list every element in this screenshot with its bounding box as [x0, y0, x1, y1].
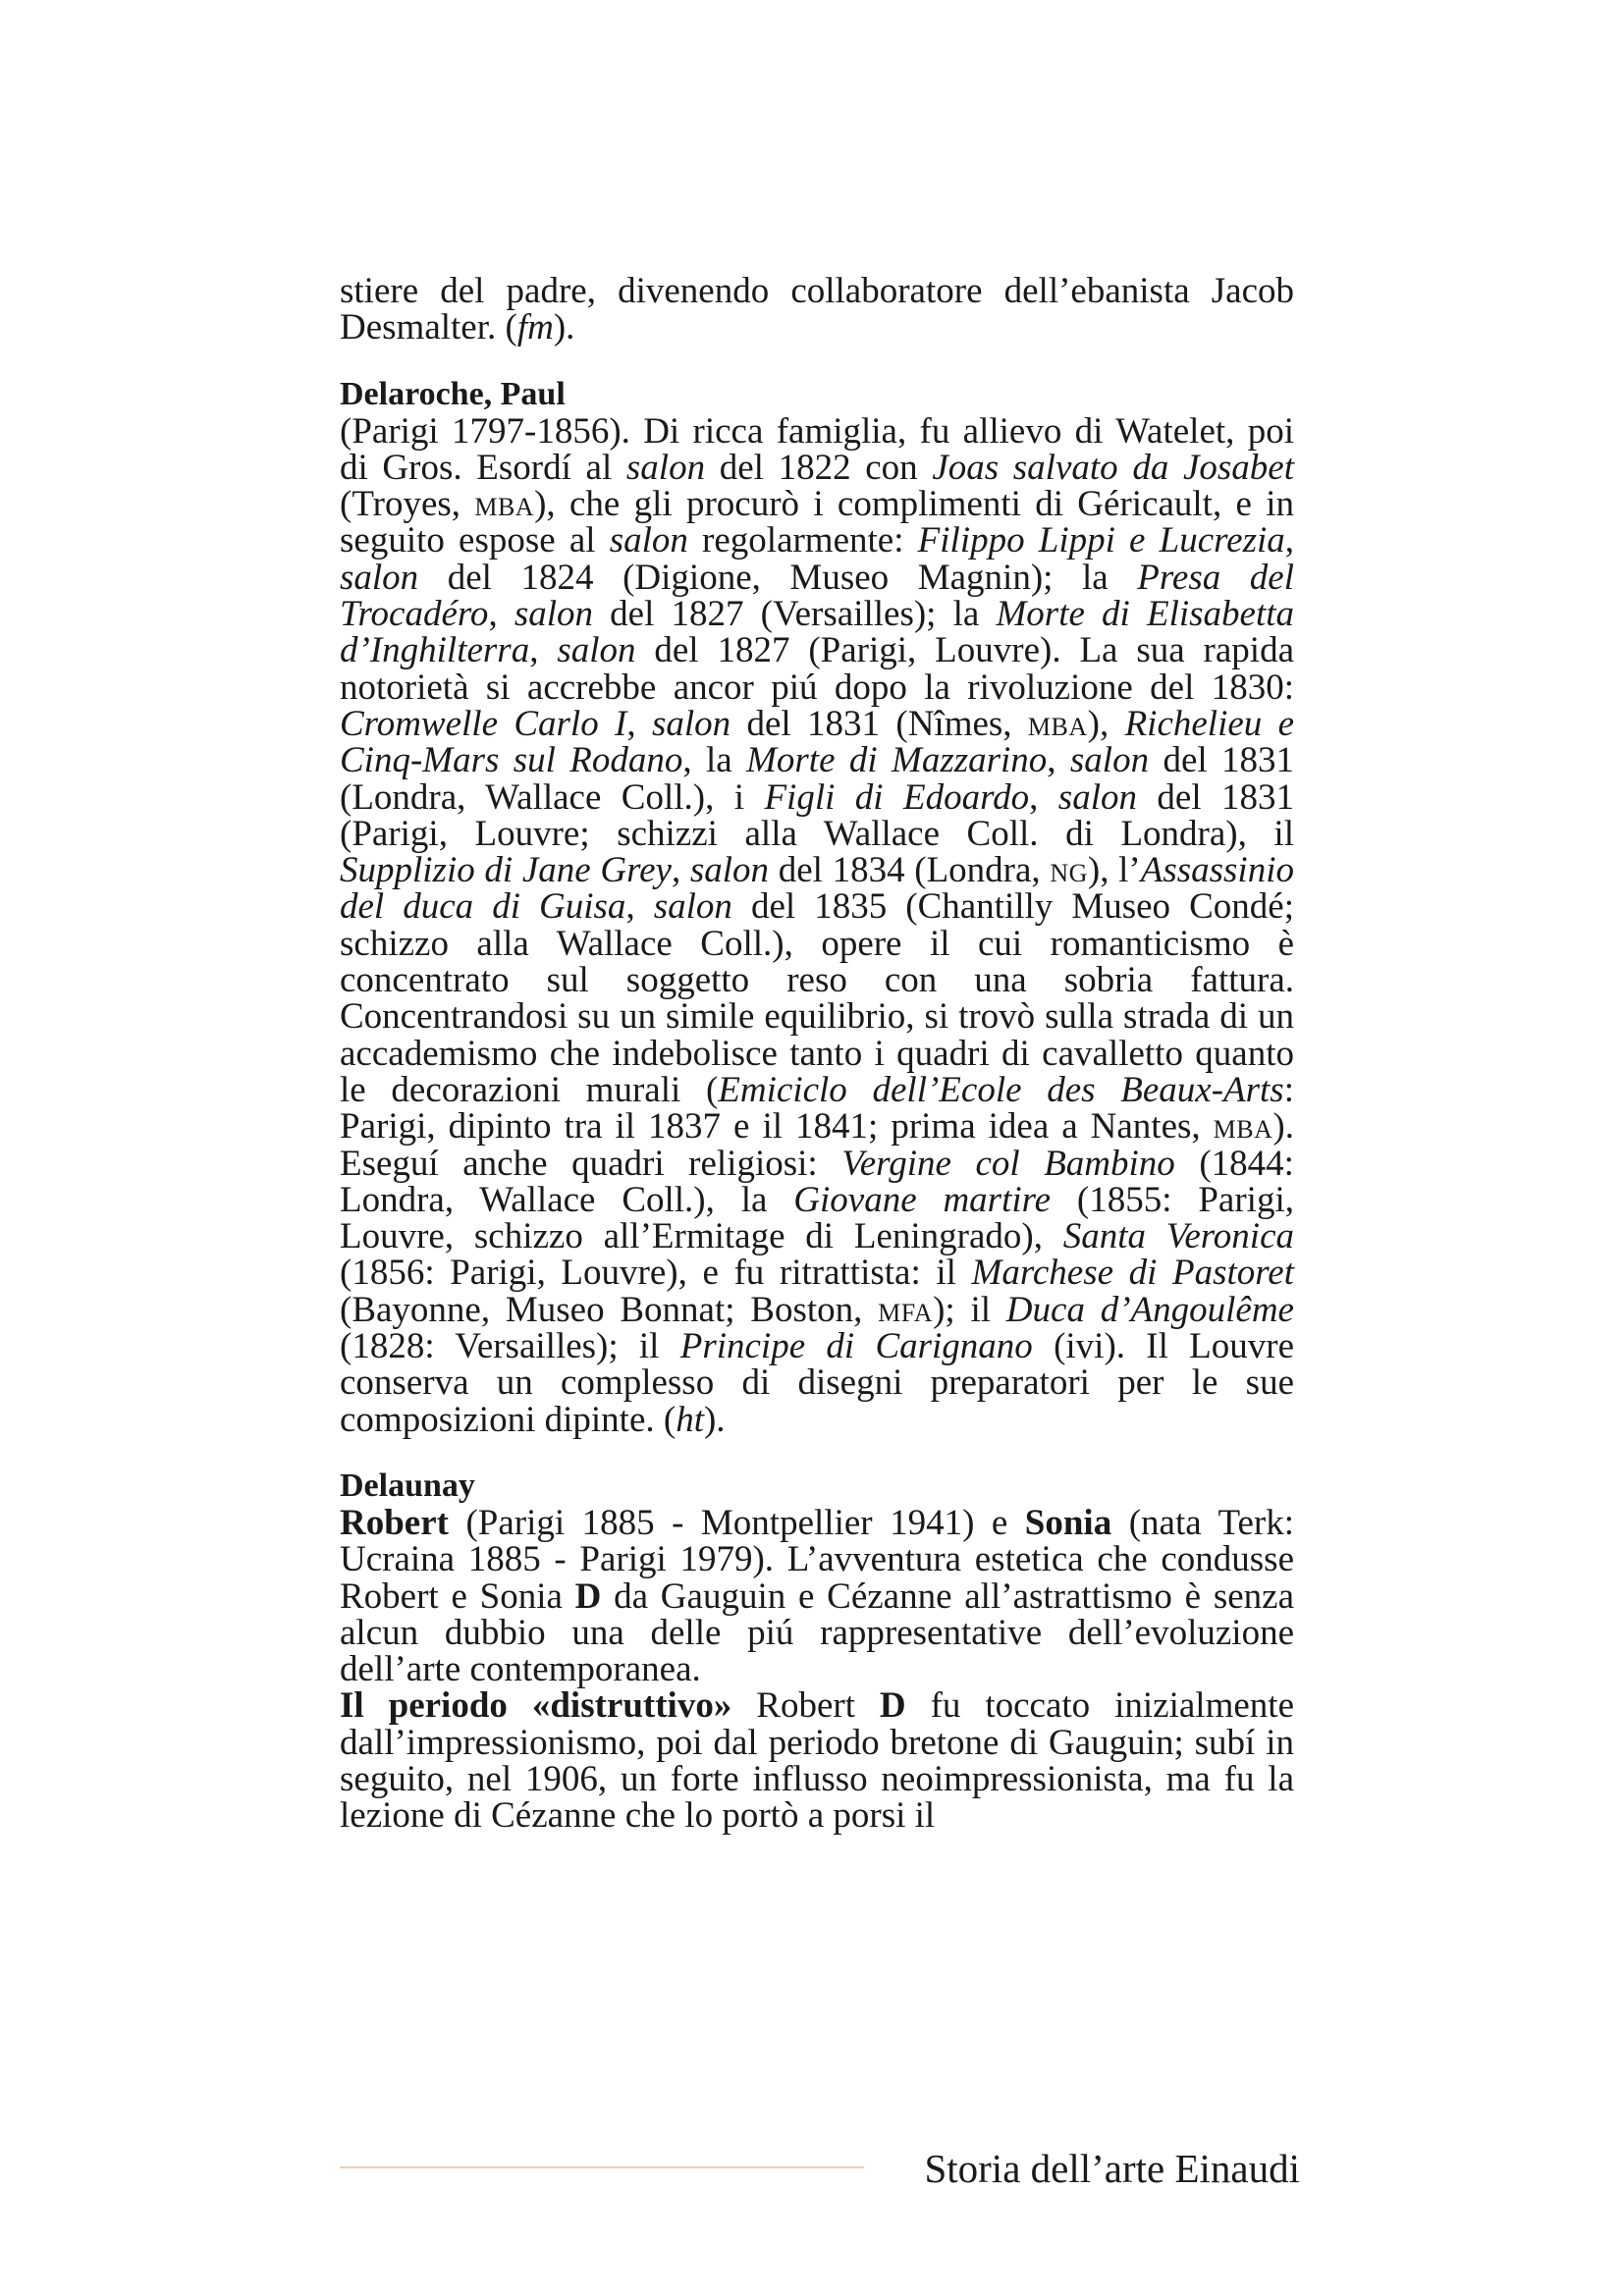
- museum-abbrev: mba: [1213, 1106, 1273, 1148]
- text-run: stiere del padre, divenendo collaboratore dell’ebanista Jacob Desmalter. (: [340, 271, 1294, 348]
- footer-title: Storia dell’arte Einaudi: [924, 2146, 1300, 2191]
- continuation-paragraph: [340, 273, 1294, 347]
- entry-body-delaunay: Robert (Parigi 1885 - Montpellier 1941) e Sonia (nata Terk: Ucraina 1885 - Parigi 1979). L’avventura estetica che condusse Robert e Sonia D da Gauguin e Cézanne all’astrattismo è senza alcun dubbio una delle piú rappresentative dell’evoluzione dell’arte contemporanea.: [340, 1502, 1295, 1690]
- subsection-heading: Il periodo «distruttivo»: [340, 1685, 732, 1727]
- author-initials: ht: [676, 1399, 704, 1440]
- author-initials: fm: [516, 307, 554, 348]
- entry-title-delaunay: Delaunay: [340, 1467, 475, 1504]
- museum-abbrev: mfa: [878, 1289, 934, 1330]
- museum-abbrev: mba: [474, 484, 535, 525]
- text-run: ).: [553, 307, 575, 348]
- footer-rule: [340, 2166, 864, 2168]
- text-column: [340, 273, 1294, 1835]
- museum-abbrev: mba: [1027, 703, 1088, 744]
- entry-body-delaroche: (Parigi 1797-1856). Di ricca famiglia, fu allievo di Watelet, poi di Gros. Esordí al salon del 1822 con Joas salvato da Josabet (Troyes, mba), che gli procurò i complimenti di Géricault, e in seguito espose al salon regolarmente: Filippo Lippi e Lucrezia, salon del 1824 (Digione, Museo Magnin); la Presa del Trocadéro, salon del 1827 (Versailles); la Morte di Elisabetta d’Inghilterra, salon del 1827 (Parigi, Louvre). La sua rapida notorietà si accrebbe ancor piú dopo la rivoluzione del 1830: Cromwelle Carlo I, salon del 1831 (Nîmes, mba), Richelieu e Cinq-Mars sul Rodano, la Morte di Mazzarino, salon del 1831 (Londra, Wallace Coll.), i Figli di Edoardo, salon del 1831 (Parigi, Louvre; schizzi alla Wallace Coll. di Londra), il Supplizio di Jane Grey, salon del 1834 (Londra, ng), l’Assassinio del duca di Guisa, salon del 1835 (Chantilly Museo Condé; schizzo alla Wallace Coll.), opere il cui romanticismo è concentrato sul soggetto reso con una sobria fattura. Concentrandosi su un simile equilibrio, si trovò sulla strada di un accademismo che indebolisce tanto i quadri di cavalletto quanto le decorazioni murali (Emiciclo dell’Ecole des Beaux-Arts: Parigi, dipinto tra il 1837 e il 1841; prima idea a Nantes, mba). Eseguí anche quadri religiosi: Vergine col Bambino (1844: Londra, Wallace Coll.), la Giovane martire (1855: Parigi, Louvre, schizzo all’Ermitage di Leningrado), Santa Veronica (1856: Parigi, Louvre), e fu ritrattista: il Marchese di Pastoret (Bayonne, Museo Bonnat; Boston, mfa); il Duca d’Angoulême (1828: Versailles); il Principe di Carignano (ivi). Il Louvre conserva un complesso di disegni preparatori per le sue composizioni dipinte. (ht).: [340, 410, 1295, 1440]
- entry-title-delaroche: Delaroche, Paul: [340, 375, 566, 412]
- museum-abbrev: ng: [1050, 850, 1088, 891]
- entry-subsection-delaunay: Il periodo «distruttivo» Robert D fu toccato inizialmente dall’impressionismo, poi dal periodo bretone di Gauguin; subí in seguito, nel 1906, un forte influsso neoimpressionista, ma fu la lezione di Cézanne che lo portò a porsi il: [340, 1685, 1294, 1837]
